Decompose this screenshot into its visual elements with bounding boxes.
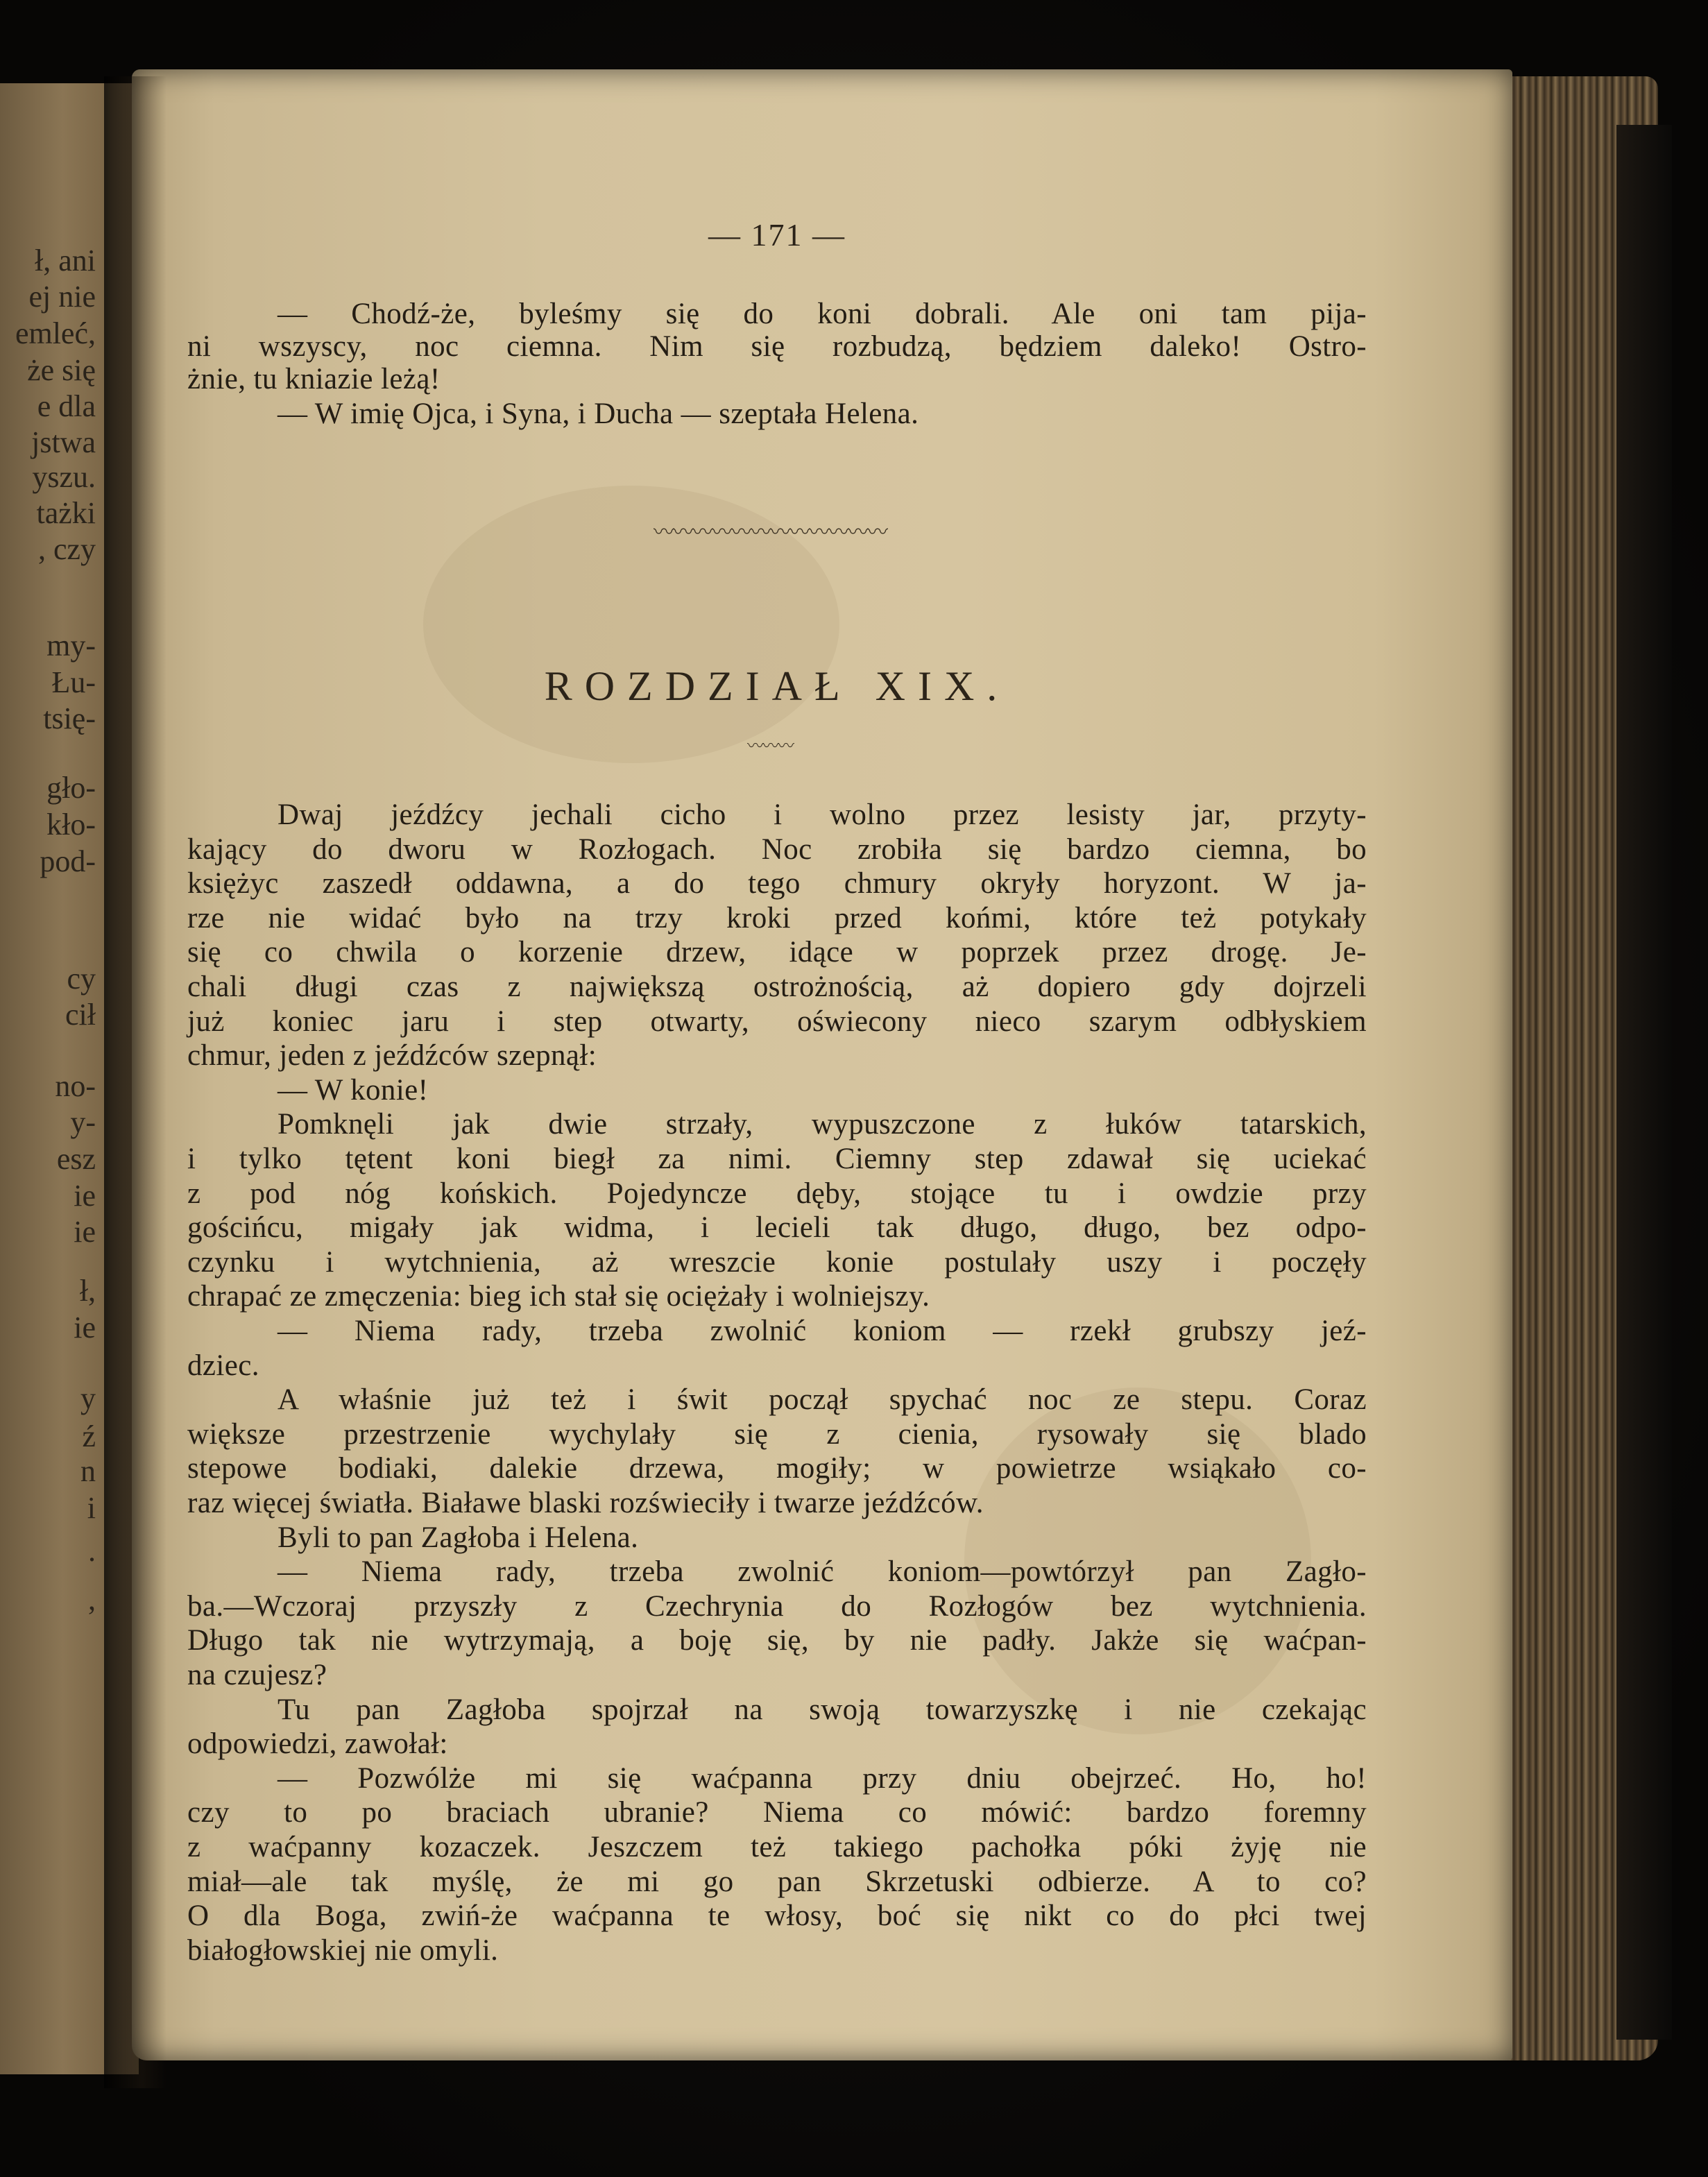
text-line: miał—ale tak myślę, że mi go pan Skrzetuski odbierze. A to co? xyxy=(187,1866,1367,1898)
left-page-text-fragment: , xyxy=(88,1582,96,1616)
left-page-text-fragment: n xyxy=(80,1454,96,1488)
text-line: raz więcej światła. Białawe blaski rozświeciły i twarze jeźdźców. xyxy=(187,1487,984,1519)
text-line: księżyc zaszedł oddawna, a do tego chmury okryły horyzont. W ja- xyxy=(187,867,1367,900)
text-line: — W imię Ojca, i Syna, i Ducha — szeptała Helena. xyxy=(277,398,919,430)
left-page-text-fragment: . xyxy=(88,1534,96,1568)
text-line: Pomknęli jak dwie strzały, wypuszczone z łuków tatarskich, xyxy=(277,1108,1367,1141)
gutter-shadow xyxy=(104,76,166,2088)
text-line: kający do dworu w Rozłogach. Noc zrobiła się bardzo ciemna, bo xyxy=(187,833,1367,866)
text-line: chrapać ze zmęczenia: bieg ich stał się ociężały i wolniejszy. xyxy=(187,1280,930,1313)
text-line: na czujesz? xyxy=(187,1659,327,1691)
text-line: i tylko tętent koni biegł za nimi. Ciemny step zdawał się uciekać xyxy=(187,1143,1367,1175)
left-page-text-fragment: ł, ani xyxy=(35,244,96,278)
left-page-text-fragment: gło- xyxy=(46,771,96,805)
text-line: — W konie! xyxy=(277,1074,429,1107)
text-line: żnie, tu kniazie leżą! xyxy=(187,363,441,395)
text-line: czy to po braciach ubranie? Niema co mówić: bardzo foremny xyxy=(187,1796,1367,1829)
text-line: stepowe bodiaki, dalekie drzewa, mogiły; w powietrze wsiąkało co- xyxy=(187,1452,1367,1485)
text-line: z waćpanny kozaczek. Jeszczem też takiego pachołka póki żyję nie xyxy=(187,1831,1367,1863)
text-line: odpowiedzi, zawołał: xyxy=(187,1727,448,1760)
left-page-text-fragment: że się xyxy=(27,353,96,387)
left-page-text-fragment: tażki xyxy=(36,496,96,530)
text-line: Dwaj jeźdźcy jechali cicho i wolno przez lesisty jar, przyty- xyxy=(277,799,1367,831)
page-number: — 171 — xyxy=(708,217,846,253)
text-line: O dla Boga, zwiń-że waćpanna te włosy, boć się nikt co do płci twej xyxy=(187,1899,1367,1932)
text-line: Długo tak nie wytrzymają, a boję się, by nie padły. Jakże się waćpan- xyxy=(187,1624,1367,1657)
left-page-text-fragment: , czy xyxy=(37,532,96,566)
ornament-small: 〰〰〰 xyxy=(747,737,793,755)
text-line: — Chodź-że, byleśmy się do koni dobrali. Ale oni tam pija- xyxy=(277,298,1367,330)
text-line: — Pozwólże mi się waćpanna przy dniu obejrzeć. Ho, ho! xyxy=(277,1762,1367,1795)
left-page-text-fragment: pod- xyxy=(40,844,96,878)
text-line: chali długi czas z największą ostrożnością, aż dopiero gdy dojrzeli xyxy=(187,971,1367,1003)
text-line: ni wszyscy, noc ciemna. Nim się rozbudzą, będziem daleko! Ostro- xyxy=(187,330,1367,363)
left-page-text-fragment: y- xyxy=(70,1105,96,1139)
text-line: chmur, jeden z jeźdźców szepnął: xyxy=(187,1039,597,1072)
chapter-title: ROZDZIAŁ XIX. xyxy=(544,663,1010,709)
text-line: Byli to pan Zagłoba i Helena. xyxy=(277,1521,639,1554)
text-line: gościńcu, migały jak widma, i lecieli tak długo, długo, bez odpo- xyxy=(187,1211,1367,1244)
ornament-divider: 〰〰〰〰〰〰〰〰〰〰〰〰 xyxy=(654,521,887,544)
left-page-text-fragment: cy xyxy=(67,962,96,996)
left-page-text-fragment: cił xyxy=(65,998,96,1032)
left-page-text-fragment: ie xyxy=(74,1215,96,1249)
left-page-text-fragment: my- xyxy=(46,629,96,663)
left-page-text-fragment: i xyxy=(87,1491,96,1525)
text-line: ba.—Wczoraj przyszły z Czechrynia do Rozłogów bez wytchnienia. xyxy=(187,1590,1367,1623)
left-page-text-fragment: yszu. xyxy=(32,460,96,494)
left-page-text-fragment: emleć, xyxy=(15,316,96,350)
left-page-text-fragment: y xyxy=(80,1381,96,1415)
left-page-text-fragment: ł, xyxy=(79,1274,96,1308)
text-line: A właśnie już też i świt począł spychać noc ze stepu. Coraz xyxy=(277,1383,1367,1416)
left-page-text-fragment: e dla xyxy=(37,389,96,423)
left-page-text-fragment: tsię- xyxy=(43,701,96,735)
text-line: czynku i wytchnienia, aż wreszcie konie postulały uszy i poczęły xyxy=(187,1246,1367,1279)
text-line: większe przestrzenie wychylały się z cienia, rysowały się blado xyxy=(187,1418,1367,1451)
left-page-text-fragment: Łu- xyxy=(51,665,96,699)
text-line: już koniec jaru i step otwarty, oświecony nieco szarym odbłyskiem xyxy=(187,1005,1367,1038)
left-page-text-fragment: ź xyxy=(82,1419,96,1453)
left-page-text-fragment: ie xyxy=(74,1311,96,1344)
text-line: — Niema rady, trzeba zwolnić koniom—powtórzył pan Zagło- xyxy=(277,1555,1367,1588)
left-page-text-fragment: ie xyxy=(74,1179,96,1213)
left-page-text-fragment: esz xyxy=(56,1142,96,1176)
left-page-text-fragment: ej nie xyxy=(28,280,96,314)
text-line: białogłowskiej nie omyli. xyxy=(187,1934,499,1967)
text-line: — Niema rady, trzeba zwolnić koniom — rzekł grubszy jeź- xyxy=(277,1315,1367,1347)
left-page-text-fragment: kło- xyxy=(46,808,96,842)
book-cover-edge xyxy=(1616,125,1672,2040)
text-line: dziec. xyxy=(187,1349,259,1382)
text-line: rze nie widać było na trzy kroki przed końmi, które też potykały xyxy=(187,902,1367,934)
left-page-text-fragment: no- xyxy=(55,1069,96,1103)
text-line: Tu pan Zagłoba spojrzał na swoją towarzyszkę i nie czekając xyxy=(277,1693,1367,1726)
text-line: z pod nóg końskich. Pojedyncze dęby, stojące tu i owdzie przy xyxy=(187,1177,1367,1210)
text-line: się co chwila o korzenie drzew, idące w poprzek przez drogę. Je- xyxy=(187,936,1367,968)
left-page-text-fragment: jstwa xyxy=(31,425,96,459)
